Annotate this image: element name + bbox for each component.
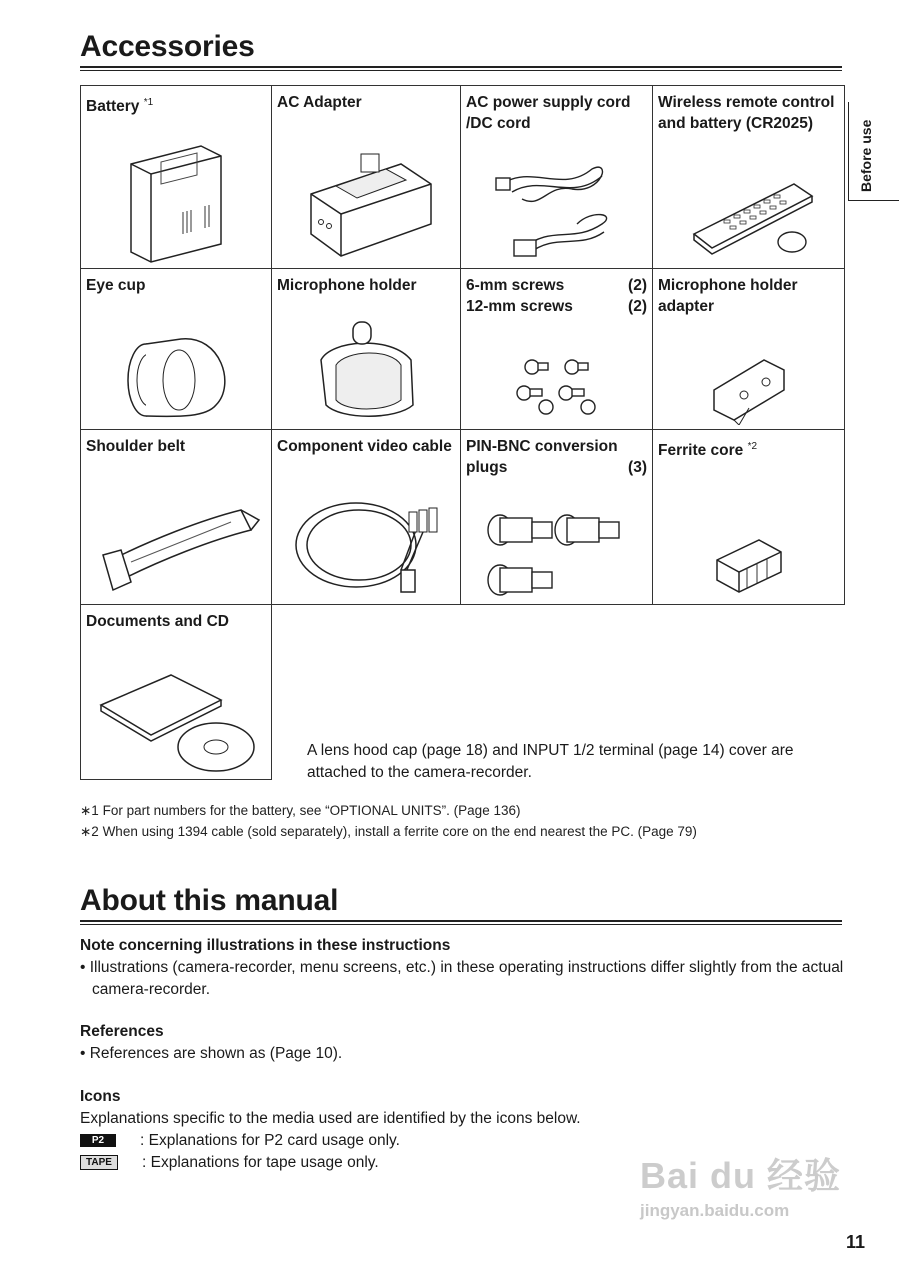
icons-heading: Icons [80,1088,121,1105]
manual-rule [80,920,842,925]
p2-row: P2 : Explanations for P2 card usage only. [80,1130,850,1152]
manual-title: About this manual [80,884,339,917]
accessory-cell: PIN-BNC conversion plugs (3) [461,430,653,605]
references-text: • References are shown as (Page 10). [80,1045,343,1062]
side-tab: Before use [848,102,899,201]
accessories-table [80,85,845,780]
mic-adapter-icon [704,350,794,425]
power-cord-icon [492,154,622,264]
icons-intro: Explanations specific to the media used are identified by the icons below. [80,1110,581,1127]
accessory-cell: Wireless remote control and battery (CR2025) [653,86,845,269]
p2-badge-icon: P2 [80,1134,116,1147]
references-heading: References [80,1023,164,1040]
accessory-cell: Microphone holder [272,269,461,430]
tape-row: TAPE : Explanations for tape usage only. [80,1152,850,1174]
accessory-cell: Shoulder belt [81,430,272,605]
accessory-cell: Eye cup [81,269,272,430]
accessory-cell: Documents and CD [81,605,272,780]
bnc-plug-icon [482,490,632,600]
eye-cup-icon [111,325,241,425]
microphone-holder-icon [301,320,431,425]
attached-note: A lens hood cap (page 18) and INPUT 1/2 terminal (page 14) cover are attached to the camera-recorder. [307,742,794,781]
accessory-cell: Microphone holder adapter [653,269,845,430]
ac-adapter-icon [291,134,441,264]
title-rule [80,66,842,71]
accessories-title: Accessories [80,30,255,63]
shoulder-belt-icon [91,500,261,600]
battery-icon [121,134,231,264]
accessory-cell: Ferrite core $^{*2}$ [653,430,845,605]
accessory-cell: AC power supply cord /DC cord [461,86,653,269]
accessory-cell: Component video cable [272,430,461,605]
ferrite-core-icon [709,530,789,600]
screws-icon [512,355,602,425]
video-cable-icon [291,490,441,600]
accessory-cell: Battery $^{*1}$ [81,86,272,269]
remote-control-icon [684,164,814,264]
tape-badge-icon: TAPE [80,1155,118,1170]
accessory-cell: AC Adapter [272,86,461,269]
watermark: Bai du 经验 jingyan.baidu.com [640,1155,842,1220]
illustrations-text: • Illustrations (camera-recorder, menu screens, etc.) in these operating instructions differ slightly from the actual camera-recorder. [80,959,844,998]
footnote-2: ∗2 When using 1394 cable (sold separately), install a ferrite core on the end nearest the PC. (Page 79) [80,824,697,839]
accessory-cell: 6-mm screws (2) 12-mm screws (2) [461,269,653,430]
illustrations-heading: Note concerning illustrations in these instructions [80,937,451,954]
footnote-1: ∗1 For part numbers for the battery, see “OPTIONAL UNITS”. (Page 136) [80,803,521,818]
documents-cd-icon [91,665,261,775]
illustrations-section [80,935,850,1001]
references-section [80,1021,850,1065]
page-number: 11 [846,1232,866,1252]
